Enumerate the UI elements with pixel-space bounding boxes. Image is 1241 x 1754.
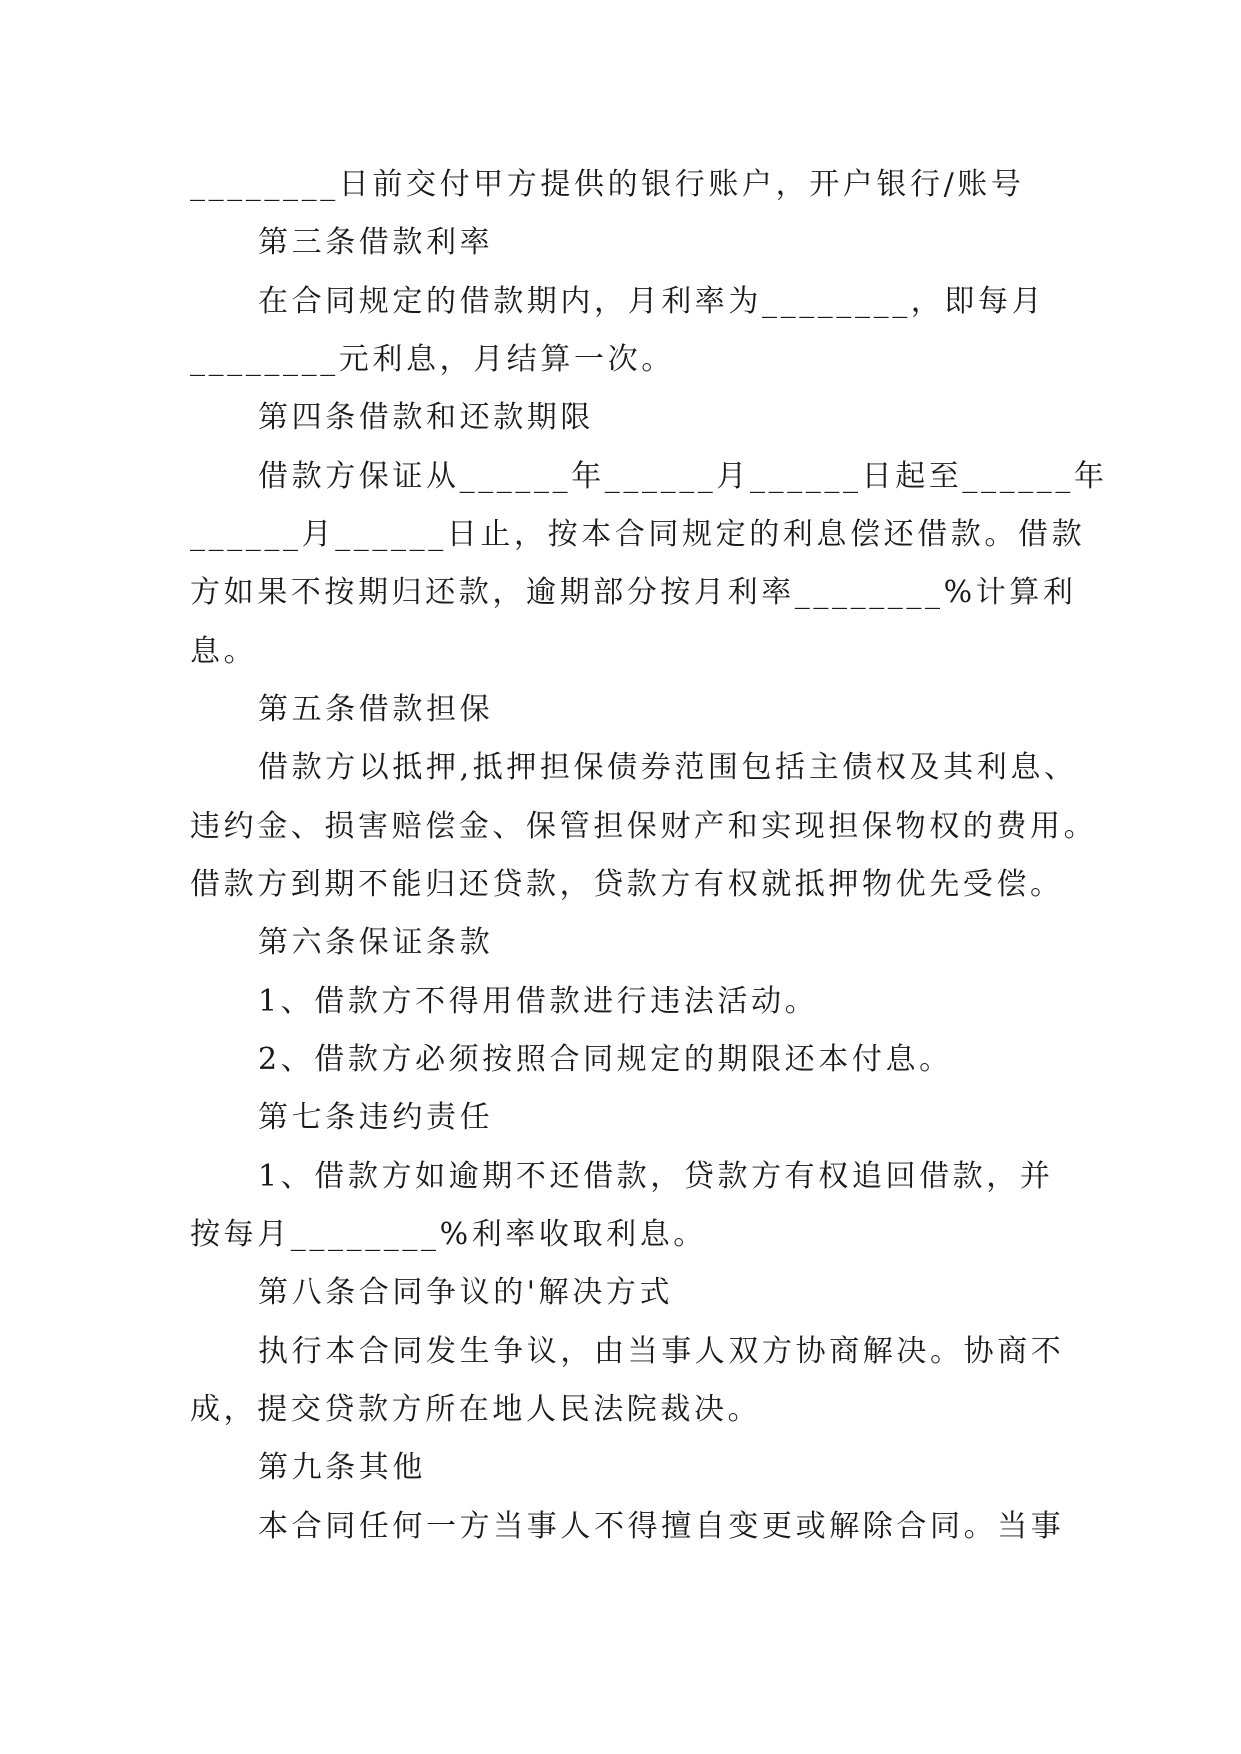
- text-line: 借款方以抵押,抵押担保债券范围包括主债权及其利息、: [258, 750, 1078, 785]
- section-heading: 第五条借款担保: [258, 692, 494, 727]
- text-line: 借款方到期不能归还贷款，贷款方有权就抵押物优先受偿。: [190, 867, 1064, 902]
- text-line: 执行本合同发生争议，由当事人双方协商解决。协商不: [258, 1334, 1065, 1369]
- text-line: 方如果不按期归还款，逾期部分按月利率________%计算利: [190, 575, 1077, 610]
- text-line: ________元利息，月结算一次。: [190, 342, 675, 377]
- section-heading: 第四条借款和还款期限: [258, 400, 594, 435]
- section-heading: 第九条其他: [258, 1450, 426, 1485]
- text-line: 1、借款方不得用借款进行违法活动。: [258, 984, 819, 1019]
- text-line: 借款方保证从______年______月______日起至______年: [258, 459, 1108, 494]
- section-heading: 第六条保证条款: [258, 925, 494, 960]
- text-line: 1、借款方如逾期不还借款，贷款方有权追回借款，并: [258, 1159, 1054, 1194]
- text-line: 本合同任何一方当事人不得擅自变更或解除合同。当事: [258, 1509, 1065, 1544]
- section-heading: 第三条借款利率: [258, 225, 494, 260]
- text-line: ________日前交付甲方提供的银行账户，开户银行/账号: [190, 167, 1025, 202]
- text-line: ______月______日止，按本合同规定的利息偿还借款。借款: [190, 517, 1086, 552]
- text-line: 息。: [190, 634, 258, 669]
- section-heading: 第七条违约责任: [258, 1100, 494, 1135]
- text-line: 在合同规定的借款期内，月利率为________，即每月: [258, 284, 1046, 319]
- text-line: 2、借款方必须按照合同规定的期限还本付息。: [258, 1042, 953, 1077]
- text-line: 成，提交贷款方所在地人民法院裁决。: [190, 1392, 762, 1427]
- text-line: 违约金、损害赔偿金、保管担保财产和实现担保物权的费用。: [190, 809, 1098, 844]
- text-line: 按每月________%利率收取利息。: [190, 1217, 707, 1252]
- section-heading: 第八条合同争议的'解决方式: [258, 1275, 674, 1310]
